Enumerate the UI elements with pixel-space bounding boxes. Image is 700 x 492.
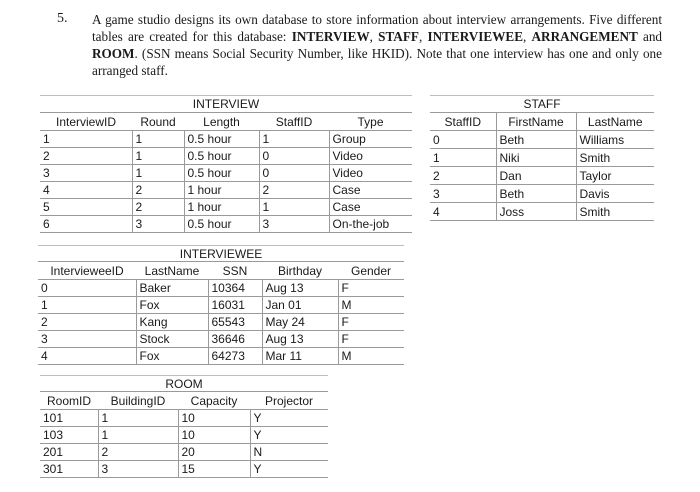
- table-cell: Case: [329, 199, 412, 216]
- table-cell: Jan 01: [262, 297, 338, 314]
- column-header: InterviewID: [40, 113, 132, 131]
- table-cell: 0: [38, 280, 136, 297]
- column-header: Projector: [250, 392, 328, 410]
- table-cell: On-the-job: [329, 216, 412, 233]
- table-cell: 16031: [208, 297, 262, 314]
- column-header: Birthday: [262, 262, 338, 280]
- table-row: [40, 148, 412, 165]
- column-header: StaffID: [259, 113, 329, 131]
- table-cell: N: [250, 444, 328, 461]
- table-name-interviewee: INTERVIEWEE: [427, 29, 524, 44]
- table-cell: 0.5 hour: [184, 131, 259, 148]
- table-row: [38, 314, 404, 331]
- table-cell: 10: [178, 410, 250, 427]
- table-cell: 2: [430, 167, 496, 185]
- table-cell: Mar 11: [262, 348, 338, 365]
- table-name-staff: STAFF: [378, 29, 419, 44]
- table-row: [430, 185, 654, 203]
- table-cell: 0: [259, 165, 329, 182]
- table-row: [40, 182, 412, 199]
- column-header: LastName: [136, 262, 208, 280]
- column-header: Round: [132, 113, 184, 131]
- table-cell: 0.5 hour: [184, 216, 259, 233]
- table-row: [40, 165, 412, 182]
- column-header: Gender: [338, 262, 404, 280]
- column-header: Length: [184, 113, 259, 131]
- table-cell: 65543: [208, 314, 262, 331]
- table-cell: Aug 13: [262, 331, 338, 348]
- table-cell: 36646: [208, 331, 262, 348]
- table-cell: Fox: [136, 348, 208, 365]
- table-name-interview: INTERVIEW: [291, 29, 370, 44]
- table-cell: 3: [259, 216, 329, 233]
- table-cell: 1 hour: [184, 199, 259, 216]
- table-cell: 15: [178, 461, 250, 478]
- table-cell: 1: [132, 165, 184, 182]
- table-cell: 3: [98, 461, 178, 478]
- column-header: StaffID: [430, 113, 496, 131]
- table-cell: F: [338, 331, 404, 348]
- table-cell: 1: [132, 148, 184, 165]
- table-row: [40, 216, 412, 233]
- table-cell: Smith: [576, 149, 654, 167]
- table-cell: 5: [40, 199, 132, 216]
- table-cell: Y: [250, 410, 328, 427]
- table-cell: 4: [38, 348, 136, 365]
- table-cell: 6: [40, 216, 132, 233]
- table-cell: 2: [98, 444, 178, 461]
- table-cell: Davis: [576, 185, 654, 203]
- question-note: . (SSN means Social Security Number, like HKID). Note that one interview has one and only one arranged staff.: [92, 46, 662, 78]
- table-cell: 1: [259, 131, 329, 148]
- table-cell: 64273: [208, 348, 262, 365]
- table-cell: M: [338, 348, 404, 365]
- table-row: [430, 167, 654, 185]
- table-cell: Y: [250, 461, 328, 478]
- table-cell: Dan: [496, 167, 576, 185]
- table-row: [40, 444, 328, 461]
- column-header: FirstName: [496, 113, 576, 131]
- table-cell: 3: [40, 165, 132, 182]
- table-cell: 1 hour: [184, 182, 259, 199]
- table-row: [430, 149, 654, 167]
- table-cell: 2: [40, 148, 132, 165]
- table-cell: Joss: [496, 203, 576, 221]
- table-cell: 3: [38, 331, 136, 348]
- room-table: [40, 375, 328, 478]
- table-cell: Stock: [136, 331, 208, 348]
- table-cell: Video: [329, 148, 412, 165]
- table-row: [40, 410, 328, 427]
- table-row: [430, 131, 654, 149]
- table-cell: 103: [40, 427, 98, 444]
- table-cell: 0.5 hour: [184, 148, 259, 165]
- table-cell: 2: [132, 182, 184, 199]
- table-row: [38, 331, 404, 348]
- table-cell: 1: [98, 427, 178, 444]
- column-header: IntervieweeID: [38, 262, 136, 280]
- table-row: [40, 461, 328, 478]
- table-cell: 101: [40, 410, 98, 427]
- table-cell: 10: [178, 427, 250, 444]
- room-title: ROOM: [40, 376, 328, 392]
- separator: ,: [523, 29, 532, 44]
- question-number: 5.: [57, 11, 68, 26]
- separator: ,: [418, 29, 428, 44]
- table-cell: Niki: [496, 149, 576, 167]
- table-row: [38, 348, 404, 365]
- table-cell: 4: [40, 182, 132, 199]
- table-cell: 4: [430, 203, 496, 221]
- table-cell: 1: [38, 297, 136, 314]
- table-cell: Kang: [136, 314, 208, 331]
- table-cell: Fox: [136, 297, 208, 314]
- table-cell: F: [338, 314, 404, 331]
- table-row: [40, 199, 412, 216]
- table-row: [40, 427, 328, 444]
- separator: ,: [369, 29, 379, 44]
- table-cell: 0: [259, 148, 329, 165]
- staff-title: STAFF: [430, 96, 654, 113]
- table-cell: Video: [329, 165, 412, 182]
- table-cell: M: [338, 297, 404, 314]
- table-cell: Case: [329, 182, 412, 199]
- question-text: [92, 11, 662, 79]
- question-intro: A game studio designs its own database to store information about interview arrangements. Five different tables are created for this database:: [92, 12, 662, 44]
- table-cell: 0: [430, 131, 496, 149]
- column-header: Type: [329, 113, 412, 131]
- table-cell: Aug 13: [262, 280, 338, 297]
- table-cell: 1: [259, 199, 329, 216]
- table-cell: Baker: [136, 280, 208, 297]
- column-header: SSN: [208, 262, 262, 280]
- staff-table: [430, 95, 654, 221]
- table-cell: 201: [40, 444, 98, 461]
- table-cell: 301: [40, 461, 98, 478]
- column-header: Capacity: [178, 392, 250, 410]
- interviewee-table: [38, 245, 404, 365]
- table-cell: 2: [132, 199, 184, 216]
- table-cell: 0.5 hour: [184, 165, 259, 182]
- interview-title: INTERVIEW: [40, 96, 412, 113]
- table-cell: 2: [38, 314, 136, 331]
- table-cell: Smith: [576, 203, 654, 221]
- table-cell: Beth: [496, 185, 576, 203]
- column-header: BuildingID: [98, 392, 178, 410]
- table-row: [38, 280, 404, 297]
- table-name-room: ROOM: [92, 46, 135, 61]
- separator: and: [637, 29, 663, 44]
- table-cell: 1: [132, 131, 184, 148]
- column-header: RoomID: [40, 392, 98, 410]
- table-cell: 20: [178, 444, 250, 461]
- table-cell: Williams: [576, 131, 654, 149]
- table-cell: May 24: [262, 314, 338, 331]
- interviewee-title: INTERVIEWEE: [38, 246, 404, 262]
- table-cell: Taylor: [576, 167, 654, 185]
- table-cell: F: [338, 280, 404, 297]
- table-cell: Beth: [496, 131, 576, 149]
- table-cell: 1: [40, 131, 132, 148]
- table-cell: 3: [430, 185, 496, 203]
- table-cell: 1: [98, 410, 178, 427]
- table-row: [430, 203, 654, 221]
- table-row: [38, 297, 404, 314]
- interview-table: [40, 95, 412, 233]
- table-cell: Group: [329, 131, 412, 148]
- column-header: LastName: [576, 113, 654, 131]
- table-cell: 1: [430, 149, 496, 167]
- table-cell: 2: [259, 182, 329, 199]
- table-cell: 10364: [208, 280, 262, 297]
- table-name-arrangement: ARRANGEMENT: [531, 29, 638, 44]
- table-cell: Y: [250, 427, 328, 444]
- table-cell: 3: [132, 216, 184, 233]
- table-row: [40, 131, 412, 148]
